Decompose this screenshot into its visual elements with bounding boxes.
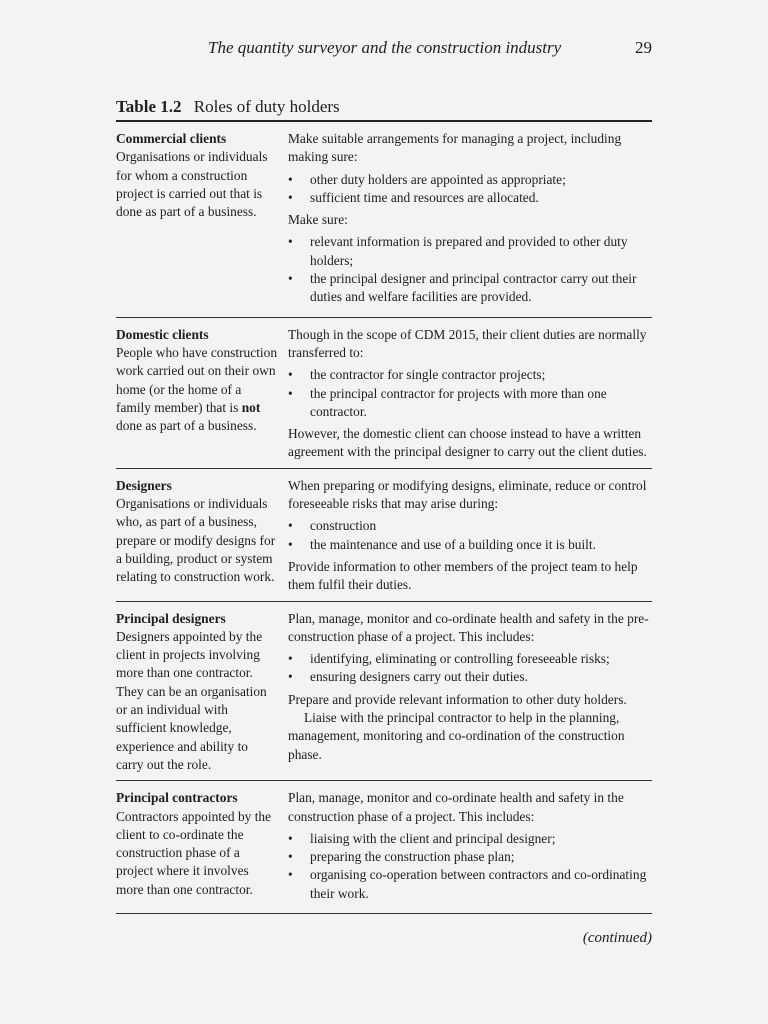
list-item: • the principal contractor for projects with more than one contractor.: [288, 385, 652, 422]
list-item: • sufficient time and resources are allocated.: [288, 189, 652, 207]
list-item: • organising co-operation between contractors and co-ordinating their work.: [288, 866, 652, 903]
role-cell: [116, 789, 288, 907]
duties-list: [288, 830, 652, 903]
duties-paragraph: However, the domestic client can choose instead to have a written agreement with the principal designer to carry out the client duties.: [288, 426, 647, 460]
list-item: • identifying, eliminating or controlling foreseeable risks;: [288, 650, 652, 668]
role-name: Principal designers: [116, 610, 226, 626]
table-row: [116, 602, 652, 782]
list-item: • construction: [288, 517, 652, 535]
list-item: • relevant information is prepared and provided to other duty holders;: [288, 233, 652, 270]
role-name: Principal contractors: [116, 790, 238, 806]
list-item: • the contractor for single contractor projects;: [288, 366, 652, 384]
list-item: • other duty holders are appointed as appropriate;: [288, 171, 652, 189]
role-description: Designers appointed by the client in projects involving more than one contractor. They can be an organisation or an individual with sufficient knowledge, experience and ability to carry out the role.: [116, 628, 267, 772]
duties-list: [288, 171, 652, 208]
role-cell: [116, 326, 288, 462]
duty-holders-table: [116, 120, 652, 914]
role-cell: [116, 477, 288, 595]
duties-paragraph: Provide information to other members of the project team to help them fulfil their duties.: [288, 558, 638, 593]
list-item: • liaising with the client and principal designer;: [288, 830, 652, 848]
role-name: Commercial clients: [116, 131, 227, 146]
table-row: [116, 469, 652, 602]
table-caption: [116, 97, 340, 117]
role-description: Contractors appointed by the client to co-ordinate the construction phase of a project where it involves more than one contractor.: [116, 808, 272, 897]
table-title: Roles of duty holders: [193, 97, 340, 116]
page-number: 29: [635, 38, 652, 57]
duties-paragraph: Make sure:: [288, 212, 348, 228]
description-emphasis: not: [241, 399, 261, 415]
description-text: People who have construction work carried out on their own home (or the home of a family member) that is: [116, 344, 278, 415]
list-item: • the principal designer and principal contractor carry out their duties and welfare facilities are provided.: [288, 270, 652, 307]
running-header-title: The quantity surveyor and the construction industry: [208, 38, 562, 57]
description-text: done as part of a business.: [116, 418, 257, 434]
list-item: • the maintenance and use of a building once it is built.: [288, 536, 652, 554]
table-row: [116, 318, 652, 469]
role-description: [116, 344, 278, 435]
duties-cell: [288, 610, 652, 775]
duties-paragraph: Prepare and provide relevant information to other duty holders.: [288, 691, 627, 707]
duties-list: [288, 366, 652, 421]
role-description: Organisations or individuals who, as part of a business, prepare or modify designs for a building, product or system relating to construction work.: [116, 496, 276, 585]
duties-cell: [288, 130, 652, 311]
duties-paragraph: When preparing or modifying designs, eliminate, reduce or control foreseeable risks that may arise during:: [288, 477, 647, 512]
role-description: Organisations or individuals for whom a construction project is carried out that is done as part of a business.: [116, 149, 268, 220]
table-row: [116, 122, 652, 318]
duties-paragraph: Plan, manage, monitor and co-ordinate health and safety in the pre-construction phase of a project. This includes:: [288, 610, 649, 644]
duties-cell: [288, 477, 652, 595]
table-row: [116, 781, 652, 914]
duties-paragraph: Though in the scope of CDM 2015, their client duties are normally transferred to:: [288, 326, 647, 360]
list-item: • ensuring designers carry out their duties.: [288, 668, 652, 686]
duties-cell: [288, 789, 652, 907]
table-label: Table 1.2: [116, 97, 182, 116]
list-item: • preparing the construction phase plan;: [288, 848, 652, 866]
duties-list: [288, 233, 652, 306]
duties-cell: [288, 326, 652, 462]
duties-paragraph: Plan, manage, monitor and co-ordinate health and safety in the construction phase of a project. This includes:: [288, 790, 624, 824]
role-name: Domestic clients: [116, 326, 209, 342]
role-cell: [116, 610, 288, 775]
duties-paragraph: Make suitable arrangements for managing a project, including making sure:: [288, 131, 622, 165]
role-name: Designers: [116, 477, 172, 493]
duties-paragraph: Liaise with the principal contractor to help in the planning, management, monitoring and co-ordination of the construction phase.: [288, 710, 625, 762]
continued-note: (continued): [582, 930, 652, 946]
duties-list: [288, 650, 652, 687]
duties-list: [288, 517, 652, 554]
role-cell: [116, 130, 288, 311]
